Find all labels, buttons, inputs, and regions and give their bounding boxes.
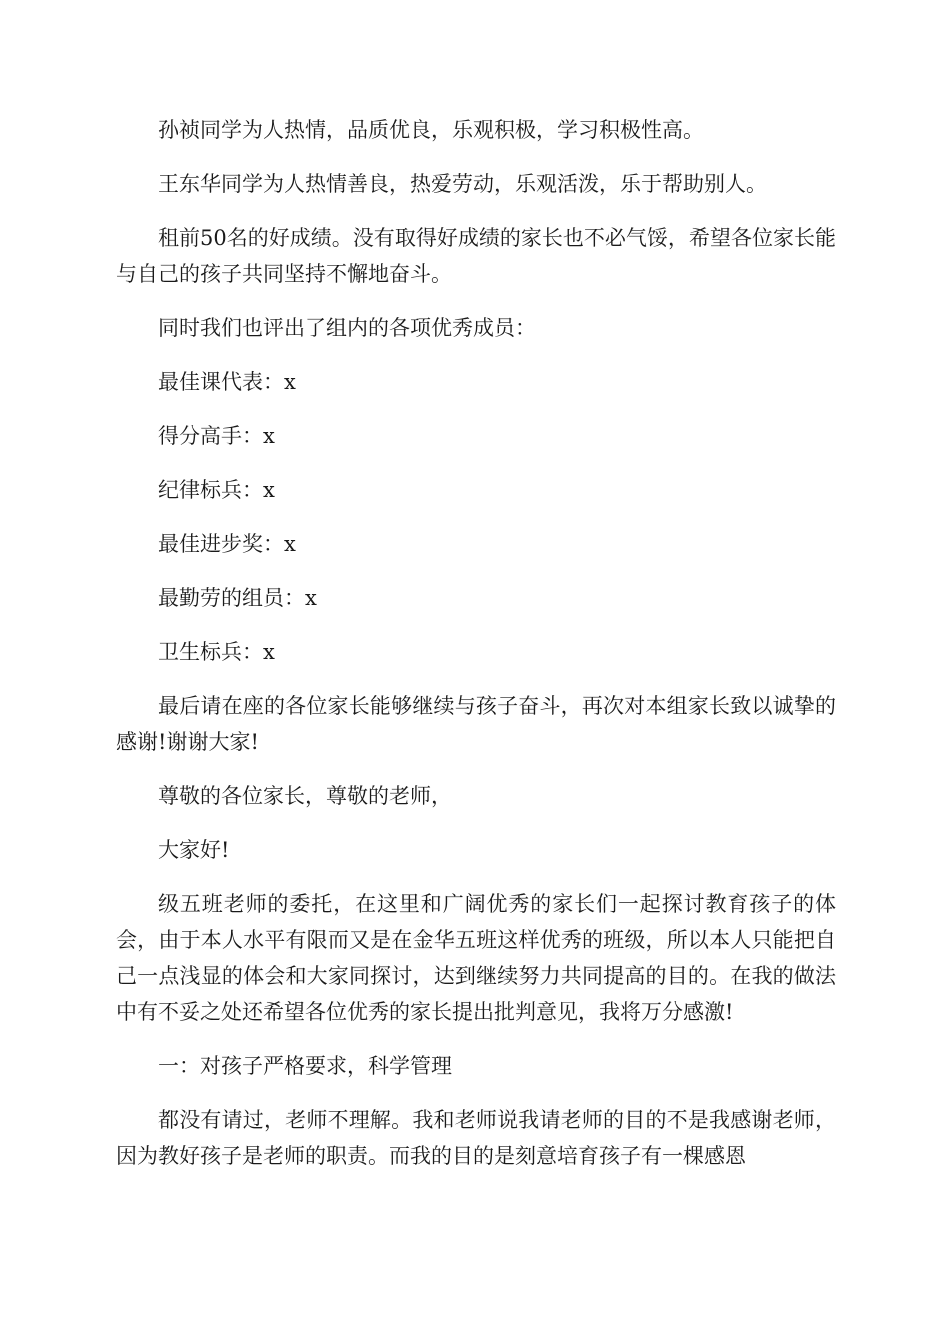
paragraph-student-wang: 王东华同学为人热情善良，热爱劳动，乐观活泼，乐于帮助别人。	[158, 172, 767, 196]
award-best-representative: 最佳课代表：x	[158, 370, 296, 394]
paragraph-teacher-story: 都没有请过，老师不理解。我和老师说我请老师的目的不是我感谢老师，因为教好孩子是老师的职责。而我的目的是刻意培育孩子有一棵感恩	[116, 1108, 836, 1168]
award-hygiene: 卫生标兵：x	[158, 640, 275, 664]
award-hardest-working: 最勤劳的组员：x	[158, 586, 317, 610]
paragraph-student-sun: 孙祯同学为人热情，品质优良，乐观积极，学习积极性高。	[158, 118, 704, 142]
paragraph-top-50: 租前50名的好成绩。没有取得好成绩的家长也不必气馁，希望各位家长能与自己的孩子共同坚持不懈地奋斗。	[116, 226, 836, 286]
document-body	[116, 112, 836, 1192]
section-heading-one: 一：对孩子严格要求，科学管理	[158, 1054, 452, 1078]
paragraph-introduction: 级五班老师的委托，在这里和广阔优秀的家长们一起探讨教育孩子的体会，由于本人水平有限而又是在金华五班这样优秀的班级，所以本人只能把自己一点浅显的体会和大家同探讨，达到继续努力共同提高的目的。在我的做法中有不妥之处还希望各位优秀的家长提出批判意见，我将万分感激!	[116, 892, 836, 1024]
paragraph-awards-intro: 同时我们也评出了组内的各项优秀成员：	[158, 316, 536, 340]
paragraph-greeting: 大家好!	[158, 838, 230, 862]
paragraph-closing-thanks: 最后请在座的各位家长能够继续与孩子奋斗，再次对本组家长致以诚挚的感谢!谢谢大家!	[116, 694, 836, 754]
award-most-improved: 最佳进步奖：x	[158, 532, 296, 556]
award-discipline: 纪律标兵：x	[158, 478, 275, 502]
paragraph-salutation: 尊敬的各位家长，尊敬的老师，	[158, 784, 452, 808]
award-top-scorer: 得分高手：x	[158, 424, 275, 448]
